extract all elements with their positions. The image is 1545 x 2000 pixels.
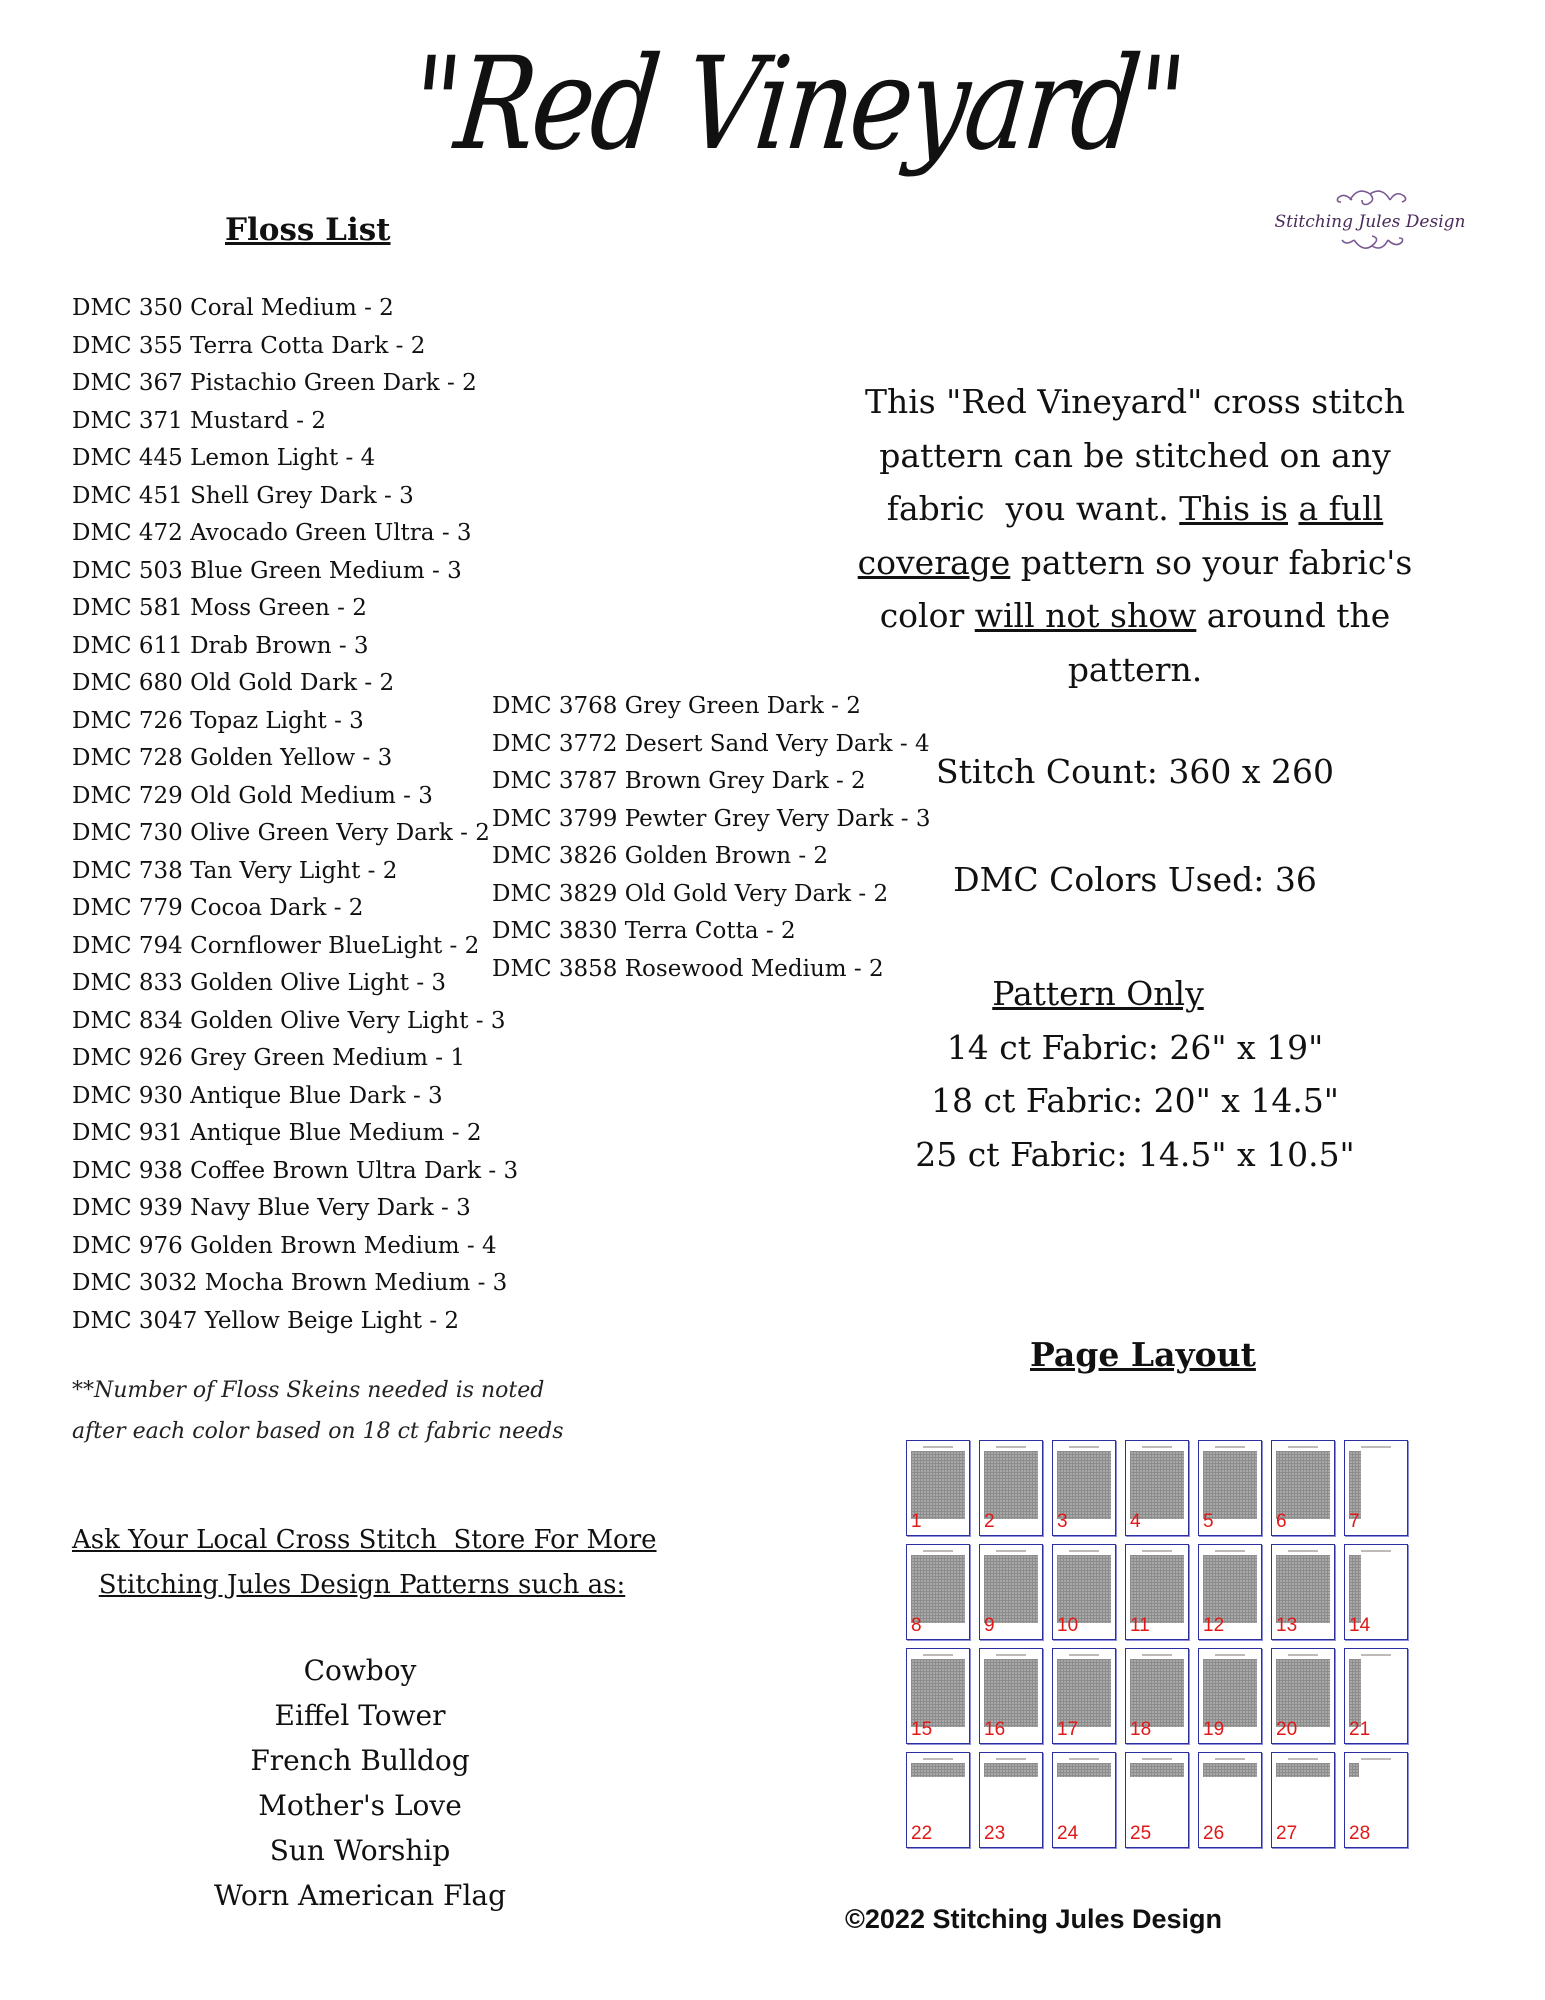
thumbnail-chart xyxy=(1130,1451,1184,1519)
page-thumbnail xyxy=(1198,1544,1262,1640)
pattern-description xyxy=(850,375,1420,696)
page-number: 13 xyxy=(1276,1615,1298,1636)
page-thumbnail xyxy=(1271,1544,1335,1640)
floss-item: DMC 728 Golden Yellow - 3 xyxy=(72,745,393,771)
thumbnail-chart xyxy=(1203,1659,1257,1727)
thumbnail-chart xyxy=(911,1659,965,1727)
thumbnail-chart xyxy=(984,1659,1038,1727)
page-number: 8 xyxy=(911,1615,922,1636)
brand-logo xyxy=(1270,178,1470,268)
thumbnail-chart xyxy=(1057,1555,1111,1623)
page-number: 28 xyxy=(1349,1823,1371,1844)
page-number: 5 xyxy=(1203,1511,1214,1532)
page-number: 19 xyxy=(1203,1719,1225,1740)
skein-note xyxy=(72,1370,564,1452)
floss-item: DMC 938 Coffee Brown Ultra Dark - 3 xyxy=(72,1157,519,1184)
thumbnail-chart xyxy=(1349,1555,1361,1623)
thumbnail-chart xyxy=(1057,1451,1111,1519)
thumbnail-chart xyxy=(984,1763,1038,1777)
page-thumbnail xyxy=(1198,1648,1262,1744)
floss-item: DMC 350 Coral Medium - 2 xyxy=(72,295,394,321)
thumbnail-chart xyxy=(1276,1659,1330,1727)
description-line: pattern. xyxy=(1067,649,1203,689)
page-thumbnail xyxy=(906,1440,970,1536)
thumbnail-chart xyxy=(1130,1763,1184,1777)
floss-item: DMC 834 Golden Olive Very Light - 3 xyxy=(72,1007,506,1034)
page-number: 22 xyxy=(911,1823,933,1844)
floss-item: DMC 472 Avocado Green Ultra - 3 xyxy=(72,520,472,546)
other-pattern-item: French Bulldog xyxy=(250,1744,470,1777)
floss-item: DMC 939 Navy Blue Very Dark - 3 xyxy=(72,1195,471,1221)
floss-item: DMC 931 Antique Blue Medium - 2 xyxy=(72,1120,482,1146)
floss-item: DMC 833 Golden Olive Light - 3 xyxy=(72,970,447,996)
floss-item: DMC 726 Topaz Light - 3 xyxy=(72,707,364,734)
page-layout-heading: Page Layout xyxy=(1030,1335,1256,1374)
page-number: 10 xyxy=(1057,1615,1079,1636)
page-number: 14 xyxy=(1349,1615,1371,1636)
description-line: coverage pattern so your fabric's xyxy=(857,542,1413,582)
floss-item: DMC 3829 Old Gold Very Dark - 2 xyxy=(492,880,889,907)
page-thumbnail xyxy=(1271,1440,1335,1536)
skein-note-line-2: after each color based on 18 ct fabric needs xyxy=(72,1419,564,1444)
thumbnail-header xyxy=(1142,1550,1172,1552)
page-thumbnail xyxy=(1125,1752,1189,1848)
floss-item: DMC 503 Blue Green Medium - 3 xyxy=(72,557,462,584)
floss-item: DMC 3858 Rosewood Medium - 2 xyxy=(492,955,884,982)
thumbnail-chart xyxy=(911,1555,965,1623)
fabric-size: 25 ct Fabric: 14.5" x 10.5" xyxy=(915,1134,1355,1174)
thumbnail-chart xyxy=(1276,1451,1330,1519)
thumbnail-header xyxy=(1215,1550,1245,1552)
thumbnail-header xyxy=(996,1758,1026,1760)
page-number: 6 xyxy=(1276,1511,1287,1532)
page-number: 16 xyxy=(984,1719,1006,1740)
page-number: 1 xyxy=(911,1511,922,1532)
thumbnail-chart xyxy=(1203,1555,1257,1623)
other-pattern-item: Eiffel Tower xyxy=(274,1699,446,1732)
floss-item: DMC 3826 Golden Brown - 2 xyxy=(492,843,829,869)
floss-item: DMC 779 Cocoa Dark - 2 xyxy=(72,895,364,921)
thumbnail-header xyxy=(1361,1654,1391,1656)
thumbnail-chart xyxy=(911,1763,965,1777)
page-thumbnail xyxy=(1052,1752,1116,1848)
floss-item: DMC 3032 Mocha Brown Medium - 3 xyxy=(72,1270,508,1296)
description-line: fabric you want. This is a full xyxy=(886,489,1384,528)
logo-text: Stitching Jules Design xyxy=(1274,212,1466,232)
floss-item: DMC 3830 Terra Cotta - 2 xyxy=(492,918,796,944)
page-thumbnail xyxy=(1052,1440,1116,1536)
floss-list-column-2 xyxy=(492,688,930,988)
page-number: 27 xyxy=(1276,1823,1298,1844)
page-thumbnail xyxy=(1125,1544,1189,1640)
page-thumbnail xyxy=(1271,1648,1335,1744)
floss-item: DMC 926 Grey Green Medium - 1 xyxy=(72,1045,465,1071)
description-line: pattern can be stitched on any xyxy=(879,435,1391,475)
thumbnail-chart xyxy=(1057,1659,1111,1727)
page-thumbnail xyxy=(1271,1752,1335,1848)
page-number: 21 xyxy=(1349,1719,1371,1740)
thumbnail-chart xyxy=(1130,1555,1184,1623)
floss-item: DMC 794 Cornflower BlueLight - 2 xyxy=(72,932,480,959)
floss-item: DMC 730 Olive Green Very Dark - 2 xyxy=(72,820,490,846)
page-thumbnail xyxy=(1198,1752,1262,1848)
thumbnail-chart xyxy=(1130,1659,1184,1727)
page-thumbnail xyxy=(1344,1648,1408,1744)
thumbnail-header xyxy=(1288,1446,1318,1448)
ask-line-2: Stitching Jules Design Patterns such as: xyxy=(98,1570,626,1600)
stitch-count: Stitch Count: 360 x 260 xyxy=(936,752,1334,791)
thumbnail-chart xyxy=(984,1555,1038,1623)
thumbnail-chart xyxy=(911,1451,965,1519)
thumbnail-header xyxy=(1288,1758,1318,1760)
thumbnail-header xyxy=(1069,1446,1099,1448)
floss-item: DMC 371 Mustard - 2 xyxy=(72,407,326,434)
thumbnail-chart xyxy=(1349,1763,1359,1777)
fabric-size: 18 ct Fabric: 20" x 14.5" xyxy=(930,1081,1339,1120)
thumbnail-header xyxy=(1288,1654,1318,1656)
floss-item: DMC 445 Lemon Light - 4 xyxy=(72,445,376,471)
thumbnail-chart xyxy=(1057,1763,1111,1777)
page-number: 23 xyxy=(984,1823,1006,1844)
ask-local-store xyxy=(72,1518,657,1608)
thumbnail-header xyxy=(1215,1446,1245,1448)
floss-item: DMC 738 Tan Very Light - 2 xyxy=(72,857,398,884)
page-thumbnail xyxy=(906,1752,970,1848)
thumbnail-header xyxy=(996,1550,1026,1552)
page-thumbnail xyxy=(1344,1544,1408,1640)
fabric-size: 14 ct Fabric: 26" x 19" xyxy=(946,1027,1324,1067)
other-pattern-item: Sun Worship xyxy=(269,1834,451,1867)
thumbnail-header xyxy=(1215,1758,1245,1760)
floss-item: DMC 367 Pistachio Green Dark - 2 xyxy=(72,370,477,396)
thumbnail-header xyxy=(1215,1654,1245,1656)
thumbnail-chart xyxy=(1349,1659,1361,1727)
page-number: 20 xyxy=(1276,1719,1298,1740)
thumbnail-chart xyxy=(1349,1451,1361,1519)
page-number: 24 xyxy=(1057,1823,1079,1844)
page-number: 11 xyxy=(1130,1615,1150,1636)
page-thumbnail xyxy=(979,1440,1043,1536)
description-line: This "Red Vineyard" cross stitch xyxy=(864,382,1406,421)
floss-item: DMC 976 Golden Brown Medium - 4 xyxy=(72,1232,497,1259)
page-thumbnail xyxy=(1125,1440,1189,1536)
floss-item: DMC 3799 Pewter Grey Very Dark - 3 xyxy=(492,805,931,832)
page-thumbnail xyxy=(1344,1752,1408,1848)
page-thumbnail xyxy=(979,1752,1043,1848)
thumbnail-chart xyxy=(1203,1763,1257,1777)
thumbnail-header xyxy=(996,1654,1026,1656)
thumbnail-header xyxy=(923,1758,953,1760)
thumbnail-header xyxy=(1361,1446,1391,1448)
thumbnail-header xyxy=(923,1446,953,1448)
floss-list-column-1 xyxy=(72,290,518,1340)
floss-item: DMC 930 Antique Blue Dark - 3 xyxy=(72,1082,443,1109)
other-pattern-item: Cowboy xyxy=(303,1654,417,1687)
page-thumbnail xyxy=(1052,1544,1116,1640)
thumbnail-chart xyxy=(1203,1451,1257,1519)
pattern-title: "Red Vineyard" xyxy=(404,30,1189,179)
thumbnail-header xyxy=(1069,1758,1099,1760)
other-pattern-item: Mother's Love xyxy=(258,1789,462,1822)
thumbnail-header xyxy=(923,1654,953,1656)
description-line: color will not show around the xyxy=(879,596,1391,635)
thumbnail-header xyxy=(923,1550,953,1552)
pattern-only-section xyxy=(850,967,1420,1181)
page-thumbnail xyxy=(979,1648,1043,1744)
thumbnail-header xyxy=(1069,1654,1099,1656)
thumbnail-header xyxy=(1288,1550,1318,1552)
thumbnail-header xyxy=(1361,1758,1391,1760)
page-number: 4 xyxy=(1130,1511,1141,1532)
thumbnail-header xyxy=(1142,1758,1172,1760)
page-thumbnail xyxy=(1198,1440,1262,1536)
thumbnail-chart xyxy=(1276,1763,1330,1777)
thumbnail-header xyxy=(1142,1654,1172,1656)
floss-item: DMC 680 Old Gold Dark - 2 xyxy=(72,670,395,696)
floss-list-heading: Floss List xyxy=(225,212,391,248)
page-thumbnail xyxy=(1125,1648,1189,1744)
thumbnail-header xyxy=(1069,1550,1099,1552)
page-number: 12 xyxy=(1203,1615,1225,1636)
other-patterns-list xyxy=(150,1648,570,1918)
page-thumbnail xyxy=(979,1544,1043,1640)
page-thumbnail xyxy=(1052,1648,1116,1744)
floss-item: DMC 3787 Brown Grey Dark - 2 xyxy=(492,768,866,794)
thumbnail-header xyxy=(1361,1550,1391,1552)
skein-note-line-1: **Number of Floss Skeins needed is noted xyxy=(72,1378,545,1403)
floss-item: DMC 3768 Grey Green Dark - 2 xyxy=(492,693,861,719)
thumbnail-chart xyxy=(1276,1555,1330,1623)
copyright: ©2022 Stitching Jules Design xyxy=(845,1904,1223,1934)
thumbnail-chart xyxy=(984,1451,1038,1519)
page-number: 17 xyxy=(1057,1719,1079,1740)
page-number: 18 xyxy=(1130,1719,1152,1740)
floss-item: DMC 729 Old Gold Medium - 3 xyxy=(72,782,433,809)
other-pattern-item: Worn American Flag xyxy=(213,1879,507,1912)
floss-item: DMC 581 Moss Green - 2 xyxy=(72,595,367,621)
ask-line-1: Ask Your Local Cross Stitch Store For More xyxy=(72,1525,657,1555)
page-thumbnail xyxy=(906,1544,970,1640)
floss-item: DMC 451 Shell Grey Dark - 3 xyxy=(72,482,414,509)
floss-item: DMC 611 Drab Brown - 3 xyxy=(72,632,369,659)
pattern-only-heading: Pattern Only xyxy=(992,974,1204,1013)
dmc-colors-used: DMC Colors Used: 36 xyxy=(953,860,1317,899)
page-number: 9 xyxy=(984,1615,995,1636)
floss-item: DMC 3047 Yellow Beige Light - 2 xyxy=(72,1307,460,1334)
floss-item: DMC 3772 Desert Sand Very Dark - 4 xyxy=(492,730,930,757)
floss-item: DMC 355 Terra Cotta Dark - 2 xyxy=(72,332,426,359)
page-number: 3 xyxy=(1057,1511,1068,1532)
thumbnail-header xyxy=(1142,1446,1172,1448)
page-number: 7 xyxy=(1349,1511,1360,1532)
page-thumbnail xyxy=(1344,1440,1408,1536)
page-number: 15 xyxy=(911,1719,933,1740)
page-number: 2 xyxy=(984,1511,995,1532)
page-number: 25 xyxy=(1130,1823,1152,1844)
thumbnail-header xyxy=(996,1446,1026,1448)
page-number: 26 xyxy=(1203,1823,1225,1844)
page-thumbnail xyxy=(906,1648,970,1744)
